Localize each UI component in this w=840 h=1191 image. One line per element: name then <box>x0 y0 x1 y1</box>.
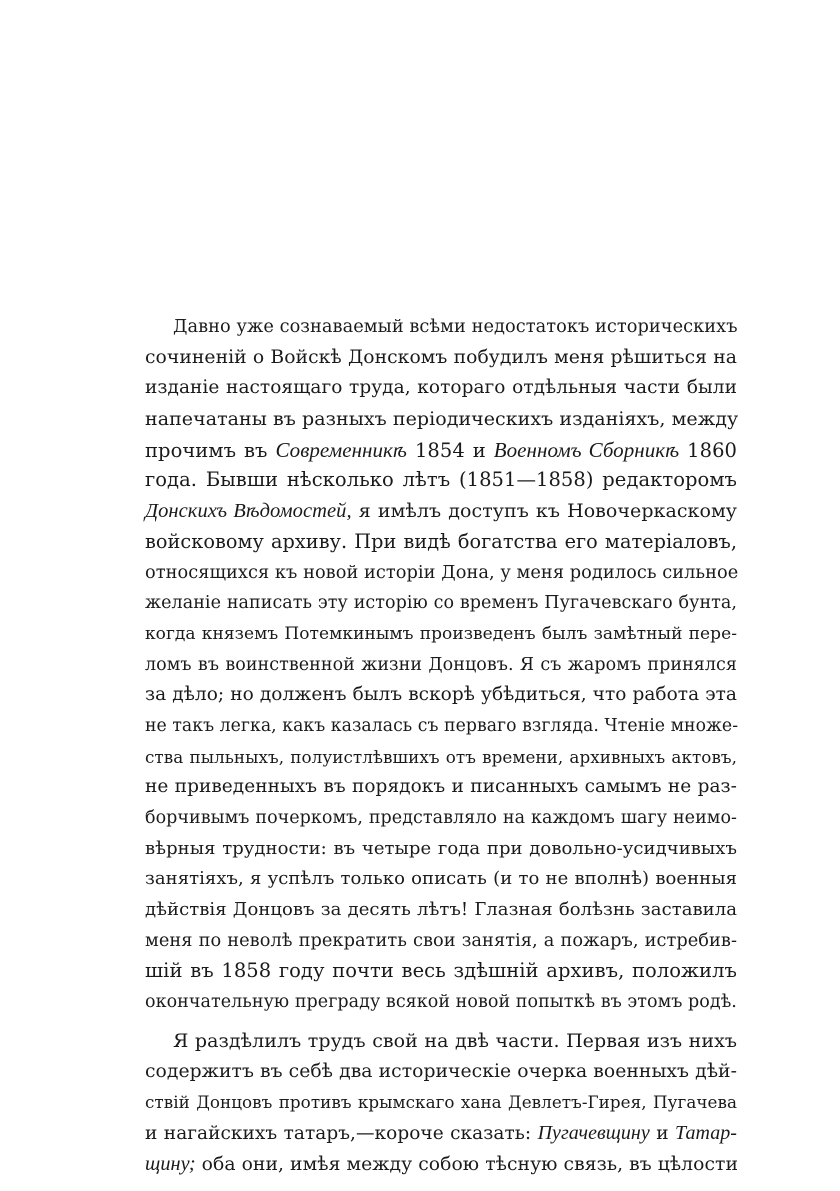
text-line <box>145 803 737 834</box>
text-line <box>145 1118 737 1149</box>
text-segment: Я раздѣлилъ трудъ свой на двѣ части. Первая изъ нихъ <box>173 1029 737 1052</box>
text-segment: когда княземъ Потемкинымъ произведенъ былъ замѣтный пере- <box>145 623 737 644</box>
text-segment: занятіяхъ, я успѣлъ только описать (и то не вполнѣ) военныя <box>145 868 737 890</box>
text-line <box>145 619 737 650</box>
text-segment: дѣйствія Донцовъ за десять лѣтъ! Глазная болѣзнь заставила <box>145 899 737 921</box>
text-segment: оба они, имѣя между собою тѣсную связь, въ цѣлости <box>195 1153 739 1175</box>
text-line <box>145 1026 737 1057</box>
text-segment: за дѣло; но долженъ былъ вскорѣ убѣдиться, что работа эта <box>145 684 737 706</box>
journal-title-sovremennik: Современникѣ <box>275 437 407 462</box>
text-line <box>145 373 737 404</box>
text-segment: окончательную преграду всякой новой попыткѣ въ этомъ родѣ. <box>145 992 737 1013</box>
text-line <box>145 312 737 343</box>
text-line <box>145 926 737 957</box>
text-line <box>145 772 737 803</box>
text-line <box>145 742 737 773</box>
text-segment: и <box>649 1122 676 1144</box>
text-segment: года. Бывши нѣсколько лѣтъ (1851—1858) редакторомъ <box>145 468 737 492</box>
text-line <box>145 680 737 711</box>
text-segment: и нагайскихъ татаръ,—короче сказать: <box>145 1122 538 1144</box>
text-segment: войсковому архиву. При видѣ богатства его матеріаловъ, <box>145 529 737 553</box>
text-segment: я имѣлъ доступъ къ Новочеркаскому <box>351 500 737 523</box>
text-segment: сочиненій о Войскѣ Донскомъ побудилъ меня рѣшиться на <box>145 346 737 368</box>
italic-term-tatarshchina: Татар- <box>675 1121 737 1144</box>
text-segment: не приведенныхъ въ порядокъ и писанныхъ самымъ не раз- <box>145 776 737 798</box>
text-segment: желаніе написать эту исторію со временъ Пугачевскаго бунта, <box>145 593 737 614</box>
text-line <box>145 343 737 374</box>
text-line <box>145 956 737 987</box>
text-line <box>145 895 737 926</box>
text-segment: относящихся къ новой исторіи Дона, у меня родилось сильное <box>145 562 739 583</box>
text-line <box>145 527 737 558</box>
text-line <box>145 1057 737 1088</box>
journal-title-voennyi-sbornik: Военномъ Сборникѣ <box>493 437 680 462</box>
text-segment: вѣрныя трудности: въ четыре года при довольно-усидчивыхъ <box>145 837 737 859</box>
text-line <box>145 834 737 865</box>
text-line <box>145 465 737 496</box>
text-segment: не такъ легка, какъ казалась съ перваго взгляда. Чтеніе множе- <box>145 715 739 736</box>
text-segment: ства пыльныхъ, полуистлѣвшихъ отъ времени, архивныхъ актовъ, <box>145 746 737 767</box>
text-line <box>145 588 737 619</box>
text-line <box>145 711 737 742</box>
text-line <box>145 650 737 681</box>
text-line <box>145 1087 737 1118</box>
text-line <box>145 435 737 466</box>
text-segment: прочимъ въ <box>145 438 276 462</box>
text-segment: борчивымъ почеркомъ, представляло на каждомъ шагу неимо- <box>145 808 737 828</box>
text-segment: меня по неволѣ прекратить свои занятія, а пожаръ, истребив- <box>145 930 737 951</box>
text-segment: Давно уже сознаваемый всѣми недостатокъ историческихъ <box>173 317 738 337</box>
text-line <box>145 558 737 589</box>
text-line <box>145 404 737 435</box>
text-line <box>145 864 737 895</box>
body-text <box>145 312 737 1179</box>
text-line <box>145 1149 737 1180</box>
text-segment: 1854 и <box>407 438 494 462</box>
text-segment: изданіе настоящаго труда, котораго отдѣльныя части были <box>145 377 737 399</box>
text-segment: ствій Донцовъ противъ крымскаго хана Девлетъ-Гирея, Пугачева <box>145 1092 737 1113</box>
journal-title-donskie-vedomosti: Донскихъ Вѣдомостей, <box>145 500 352 523</box>
text-line <box>145 987 737 1018</box>
text-segment: 1860 <box>679 438 737 462</box>
italic-term-pugachevshchina: Пугачевщину <box>537 1121 650 1144</box>
paragraph-gap <box>145 1018 737 1026</box>
text-line <box>145 496 737 527</box>
text-segment: шій въ 1858 году почти весь здѣшній архивъ, положилъ <box>145 959 737 983</box>
text-segment: содержитъ въ себѣ два историческіе очерка военныхъ дѣй- <box>145 1060 737 1082</box>
text-segment: напечатаны въ разныхъ періодическихъ изданіяхъ, между <box>145 408 739 431</box>
text-segment: ломъ въ воинственной жизни Донцовъ. Я съ жаромъ принялся <box>145 654 737 675</box>
italic-term-tatarshchina-cont: щину; <box>145 1152 196 1175</box>
